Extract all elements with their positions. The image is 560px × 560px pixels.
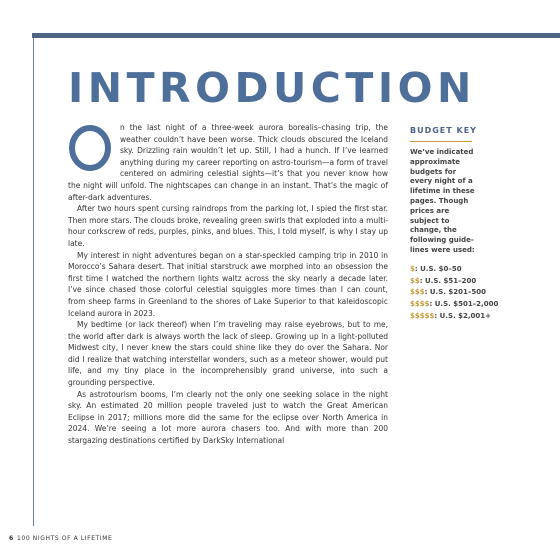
budget-symbol: $$$$$ (410, 311, 435, 320)
budget-key-item (410, 311, 540, 323)
budget-range: : U.S. $501–2,000 (429, 300, 499, 309)
budget-key-item (410, 299, 540, 311)
page-footer (0, 533, 200, 545)
budget-symbol: $ (410, 264, 415, 273)
budget-key-sidebar (410, 125, 540, 325)
budget-symbol: $$ (410, 276, 420, 285)
budget-range: : U.S. $0–50 (414, 264, 462, 273)
top-rule-bar (32, 33, 560, 38)
budget-range: : U.S. $51–200 (419, 276, 477, 285)
page-number: 6 (9, 535, 14, 542)
budget-key-title: BUDGET KEY (410, 126, 477, 135)
budget-symbol: $$$$ (410, 300, 430, 309)
paragraph-4: My bedtime (or lack thereof) when I’m traveling may raise eyebrows, but to me, the world after dark is always worth the lack of sleep. Growing up in a light-polluted Midwest city, I never knew the stars could shine like they do over the Sahara. Nor did I realize that watching interstellar wonders, such as a meteor shower, would put life, and my tiny place in the incomprehensibly grand universe, into such a grounding perspective. (68, 320, 388, 388)
budget-key-description: We’ve indicated approximate budgets for every night of a lifetime in these pages. Though prices are subject to change, the following guide-lines were used: (410, 148, 475, 254)
paragraph-2: After two hours spent cursing raindrops from the parking lot, I spied the first star. Then more stars. The clouds broke, revealing green swirls that exploded into a multi-hour corkscrew of reds, purples, pinks, and blues. This, I told myself, is why I stay up late. (68, 204, 388, 248)
paragraph-5: As astrotourism booms, I’m clearly not the only one seeking solace in the night sky. An estimated 20 million people traveled just to watch the Great American Eclipse in 2017; millions more did the same for the eclipse over North America in 2024. We’re seeing a lot more aurora chasers too. And with more than 200 stargazing destinations certified by DarkSky International (68, 389, 388, 446)
page-heading: INTRODUCTION (68, 64, 476, 112)
budget-symbol: $$$ (410, 288, 425, 297)
budget-range: : U.S. $201–500 (424, 288, 486, 297)
drop-cap (68, 124, 116, 174)
body-text (68, 122, 388, 522)
budget-key-item (410, 287, 540, 299)
budget-key-item (410, 264, 540, 276)
budget-key-rule (410, 141, 472, 142)
budget-key-list (410, 264, 540, 323)
paragraph-1-text: n the last night of a three-week aurora borealis–chasing trip, the weather couldn’t have been worse. Thick clouds obscured the Iceland sky. Drizzling rain wouldn’t let up. Still, I had a hunch. If I’ve learned anything during my career reporting on astro-tourism—a form of travel centered on admiring celestial sights—it’s that you never know how the night will unfold. The nightscapes can change in an instant. That’s the magic of after-dark adventures. (68, 123, 388, 202)
budget-key-item (410, 276, 540, 288)
drop-cap-letter: O (89, 152, 91, 153)
budget-range: : U.S. $2,001+ (434, 311, 491, 320)
left-margin-rule (33, 38, 34, 526)
paragraph-1 (68, 122, 388, 203)
running-title: 100 NIGHTS OF A LIFETIME (17, 535, 113, 542)
paragraph-3: My interest in night adventures began on a star-speckled camping trip in 2010 in Morocco’s Sahara desert. That initial starstruck awe morphed into an obsession the first time I watched the northern lights waltz across the sky nearly a decade later. I’ve since chased those colorful celestial squiggles more times than I can count, from sheep farms in Greenland to the shores of Lake Superior to that kaleidoscopic Iceland aurora in 2023. (68, 250, 388, 318)
